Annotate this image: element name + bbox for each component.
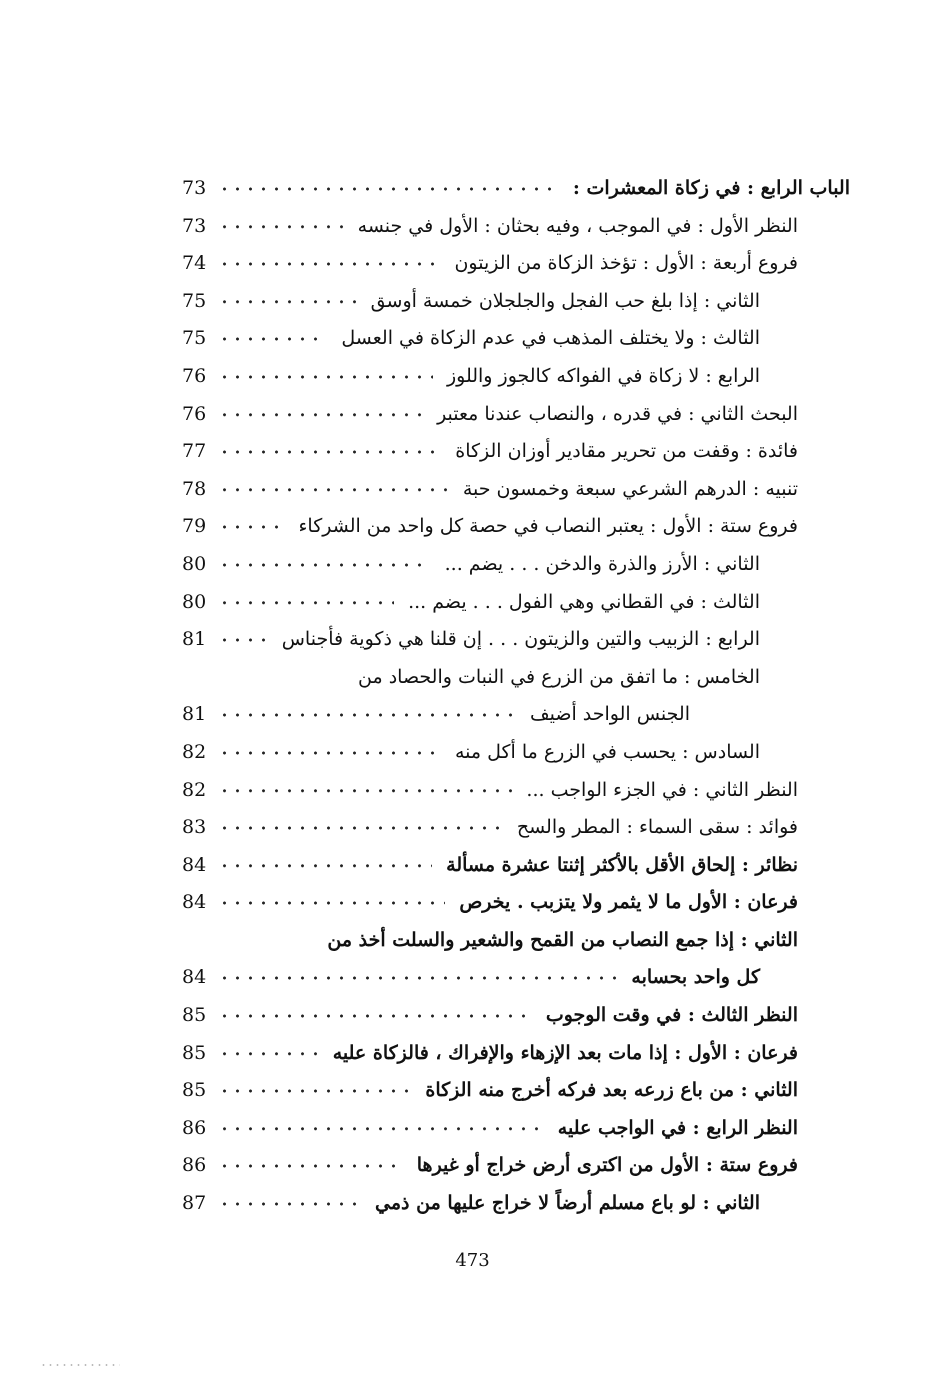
dot-leader <box>218 320 327 358</box>
toc-entry-title: فائدة : وقفت من تحرير مقادير أوزان الزكاة <box>455 440 798 463</box>
toc-entry <box>170 471 850 509</box>
toc-entry <box>170 170 850 208</box>
toc-entry <box>170 1185 850 1223</box>
toc-entry-page: 85 <box>182 1079 207 1102</box>
toc-entry-page: 76 <box>182 402 207 425</box>
toc-entry <box>170 734 850 772</box>
toc-entry-page: 85 <box>182 1041 207 1064</box>
toc-entry-title: البحث الثاني : في قدره ، والنصاب عندنا معتبر <box>437 402 798 425</box>
toc-entry <box>170 433 850 471</box>
dot-leader <box>218 809 503 847</box>
toc-entry-title: الخامس : ما اتفق من الزرع في النبات والحصاد من <box>358 665 760 688</box>
dot-leader <box>218 584 394 622</box>
toc-entry-page: 85 <box>182 1004 207 1027</box>
toc-entry-title: فروع ستة : الأول من اكترى أرض خراج أو غيرها <box>416 1154 798 1177</box>
toc-entry-page: 81 <box>182 628 207 651</box>
toc-entry <box>170 358 850 396</box>
page-number: 473 <box>455 1250 490 1271</box>
dot-leader <box>218 734 441 772</box>
toc-entry-title: تنبيه : الدرهم الشرعي سبعة وخمسون حبة <box>462 477 798 500</box>
toc-entry-title: كل واحد بحسابه <box>631 966 760 989</box>
toc-entry-title: الرابع : الزبيب والتين والزيتون . . . إن قلنا هي ذكوية فأجناس <box>281 628 760 651</box>
dot-leader <box>218 1072 411 1110</box>
dot-leader <box>218 997 532 1035</box>
dot-leader <box>218 546 431 584</box>
toc-entry-page: 79 <box>182 515 207 538</box>
toc-entry-title: النظر الرابع : في الواجب عليه <box>557 1116 798 1139</box>
toc-entry-page: 80 <box>182 590 207 613</box>
toc-entry-page: 82 <box>182 778 207 801</box>
toc-entry-title: الثاني : من باع زرعه بعد فركه أخرج منه الزكاة <box>425 1079 798 1102</box>
dot-leader <box>218 396 423 434</box>
toc-entry <box>170 396 850 434</box>
toc-entry <box>170 847 850 885</box>
toc-entry-page: 76 <box>182 364 207 387</box>
toc-entry <box>170 959 850 997</box>
toc-entry-page: 77 <box>182 440 207 463</box>
toc-entry <box>170 997 850 1035</box>
toc-entry-page: 73 <box>182 214 207 237</box>
toc-entry-title: الثالث : في القطاني وهي الفول . . . يضم ... <box>408 590 760 613</box>
toc-entry-title: الرابع : لا زكاة في الفواكه كالجوز واللوز <box>446 364 760 387</box>
toc-entry <box>170 320 850 358</box>
toc-entry-title: السادس : يحسب في الزرع ما أكل منه <box>454 740 760 763</box>
toc-entry-page: 86 <box>182 1116 207 1139</box>
toc-entry-title: الثاني : الأرز والذرة والدخن . . . يضم ... <box>444 552 760 575</box>
toc-entry <box>170 546 850 584</box>
toc-entry-title: النظر الأول : في الموجب ، وفيه بحثان : الأول في جنسه <box>357 214 798 237</box>
dot-leader <box>218 1110 544 1148</box>
toc-entry <box>170 283 850 321</box>
toc-entry-title: الثاني : لو باع مسلم أرضاً لا خراج عليها من ذمي <box>375 1192 760 1215</box>
toc-entry-page: 87 <box>182 1192 207 1215</box>
dot-leader <box>218 170 559 208</box>
dot-leader <box>218 471 449 509</box>
toc-entry-page: 75 <box>182 289 207 312</box>
toc-entry-page: 80 <box>182 552 207 575</box>
toc-entry <box>170 208 850 246</box>
dot-leader <box>218 959 617 997</box>
toc-entry-title: الجنس الواحد أضيف <box>529 703 690 726</box>
toc-entry-page: 81 <box>182 703 207 726</box>
dot-leader <box>218 245 440 283</box>
toc-entry-title: الثالث : ولا يختلف المذهب في عدم الزكاة في العسل <box>341 327 760 350</box>
dot-leader <box>218 772 512 810</box>
toc-entry <box>170 621 850 659</box>
toc-entry-title: الثاني : إذا بلغ حب الفجل والجلجلان خمسة أوسق <box>370 289 760 312</box>
toc-entry <box>170 1035 850 1073</box>
toc-entry-title: فروع ستة : الأول : يعتبر النصاب في حصة كل واحد من الشركاء <box>298 515 798 538</box>
toc-entry-title: النظر الثاني : في الجزء الواجب ... <box>526 778 798 801</box>
dot-leader <box>218 508 285 546</box>
toc-entry-title: فرعان : الأول : إذا مات بعد الإزهاء والإفراك ، فالزكاة عليه <box>332 1041 798 1064</box>
dot-leader <box>218 1035 319 1073</box>
toc-entry-page: 82 <box>182 740 207 763</box>
dot-leader <box>218 884 445 922</box>
toc-entry-page: 78 <box>182 477 207 500</box>
dot-leader <box>218 621 268 659</box>
toc-entry <box>170 1110 850 1148</box>
dot-leader <box>218 1185 361 1223</box>
dot-leader <box>218 208 344 246</box>
dot-leader <box>218 1147 403 1185</box>
scan-speckle <box>40 1360 120 1370</box>
toc-entry-title: الثاني : إذا جمع النصاب من القمح والشعير والسلت أخذ من <box>327 928 798 951</box>
toc-entry-title: النظر الثالث : في وقت الوجوب <box>545 1004 798 1027</box>
toc-entry <box>170 245 850 283</box>
toc-entry-page: 86 <box>182 1154 207 1177</box>
dot-leader <box>218 696 516 734</box>
toc-entry-page: 84 <box>182 966 207 989</box>
dot-leader <box>218 358 433 396</box>
toc-entry-page: 75 <box>182 327 207 350</box>
toc-entry <box>170 584 850 622</box>
toc-entry-page: 84 <box>182 891 207 914</box>
dot-leader <box>218 283 357 321</box>
table-of-contents <box>170 170 850 1223</box>
toc-entry <box>170 922 850 960</box>
dot-leader <box>218 847 432 885</box>
toc-entry-title: فوائد : سقى السماء : المطر والسح <box>516 816 798 839</box>
toc-entry-title: الباب الرابع : في زكاة المعشرات : <box>572 177 850 199</box>
toc-entry-page: 74 <box>182 252 207 275</box>
toc-entry-page: 73 <box>182 177 207 199</box>
toc-entry-title: نظائر : إلحاق الأقل بالأكثر إثنتا عشرة مسألة <box>446 853 798 876</box>
dot-leader <box>218 433 441 471</box>
toc-entry <box>170 1072 850 1110</box>
toc-entry-page: 84 <box>182 853 207 876</box>
toc-entry-title: فروع أربعة : الأول : تؤخذ الزكاة من الزيتون <box>454 252 798 275</box>
toc-entry <box>170 508 850 546</box>
toc-entry-title: فرعان : الأول ما لا يثمر ولا يتزبب . يخرص <box>459 891 798 914</box>
toc-entry <box>170 1147 850 1185</box>
toc-entry <box>170 659 850 697</box>
toc-entry <box>170 809 850 847</box>
toc-entry <box>170 772 850 810</box>
toc-entry <box>170 884 850 922</box>
toc-entry <box>170 696 850 734</box>
toc-entry-page: 83 <box>182 816 207 839</box>
